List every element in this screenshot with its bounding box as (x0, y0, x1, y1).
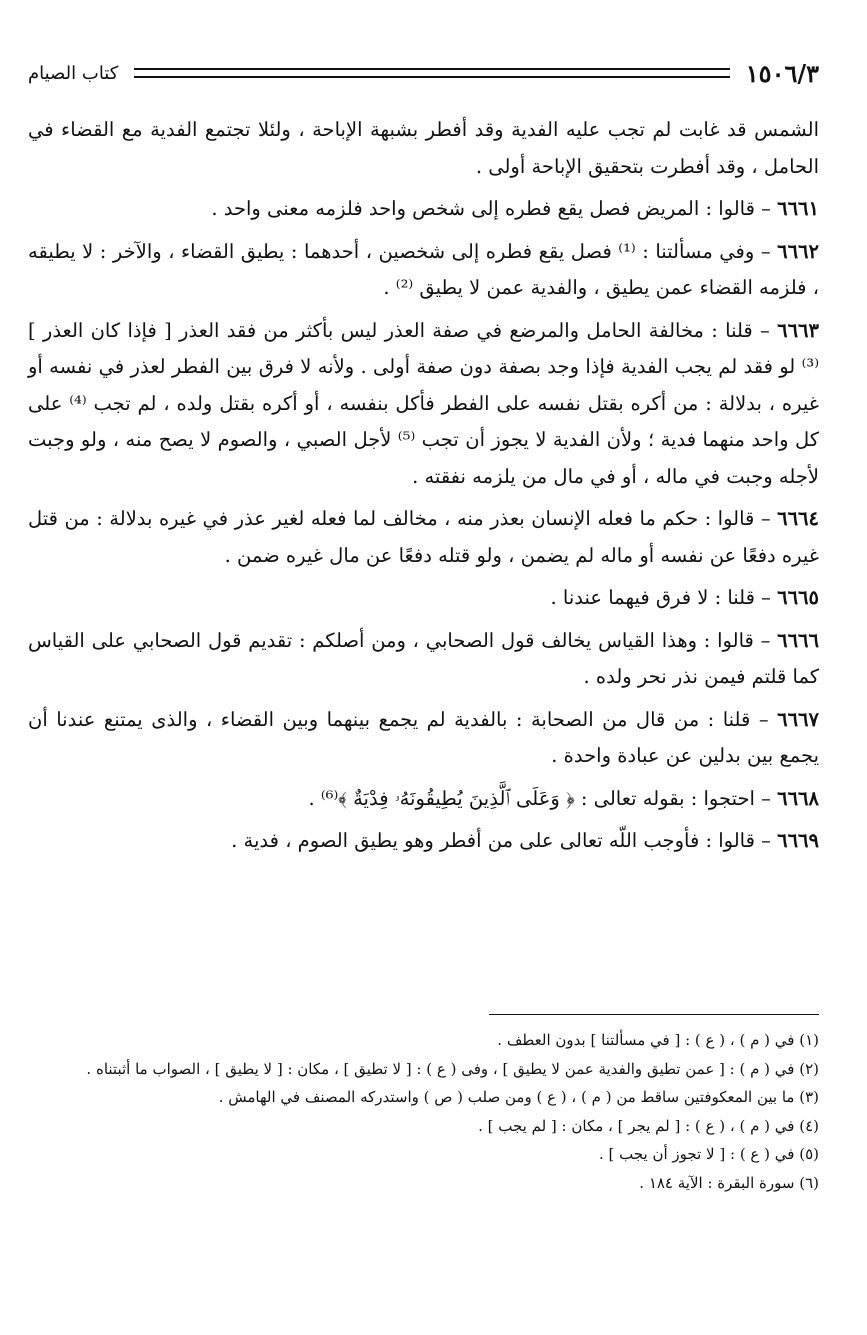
footnote: (٢) في ( م ) : [ عمن تطيق والفدية عمن لا يطيق ] ، وفى ( ع ) : [ لا تطيق ] ، مكان : [ لا يطيق ] ، الصواب ما أثبتناه . (86, 1059, 819, 1078)
paragraph (28, 623, 819, 696)
book-title: كتاب الصيام (28, 62, 119, 84)
footnote: (٣) ما بين المعكوفتين ساقط من ( م ) ، ( ع ) ومن صلب ( ص ) واستدركه المصنف في الهامش . (218, 1088, 819, 1106)
paragraph (28, 501, 819, 574)
footnote: (١) في ( م ) ، ( ع ) : [ في مسألتنا ] بدون العطف . (497, 1031, 819, 1049)
paragraph-text: – احتجوا : بقوله تعالى : ﴿ وَعَلَى ٱلَّذِينَ يُطِيقُونَهُۥ فِدْيَةٌ ﴾⁽⁶⁾ . (308, 786, 778, 810)
paragraph-number: ٦٦٦٧ (777, 707, 819, 731)
page-number: ١٥٠٦/٣ (745, 58, 819, 88)
footnote: (٤) في ( م ) ، ( ع ) : [ لم يجر ] ، مكان : [ لم يجب ] . (478, 1116, 819, 1135)
paragraph-text: – قالوا : فأوجب اللّه تعالى على من أفطر وهو يطيق الصوم ، فدية . (231, 829, 778, 852)
paragraph (28, 234, 819, 307)
paragraph-text: – قلنا : لا فرق فيهما عندنا . (550, 586, 778, 609)
paragraph-text: – وفي مسألتنا : ⁽¹⁾ فصل يقع فطره إلى شخصين ، أحدهما : يطيق القضاء ، والآخر : لا يطيقه ، فلزمه القضاء عمن يطيق ، والفدية عمن لا يطيق ⁽²⁾ . (28, 239, 819, 299)
main-text (28, 112, 819, 866)
paragraph (28, 823, 819, 860)
paragraph-number: ٦٦٦١ (777, 197, 819, 220)
paragraph-number: ٦٦٦٥ (777, 586, 819, 609)
paragraph (28, 702, 819, 775)
paragraph-text: الشمس قد غابت لم تجب عليه الفدية وقد أفطر بشبهة الإباحة ، ولئلا تجتمع الفدية مع القضاء في الحامل ، وقد أفطرت بتحقيق الإباحة أولى . (28, 118, 819, 178)
paragraph-text: – قالوا : حكم ما فعله الإنسان بعذر منه ، مخالف لما فعله لغير عذر في غيره بدلالة : من قتل غيره دفعًا عن نفسه أو ماله لم يضمن ، ولو قتله دفعًا عن مال غيره ضمن . (28, 507, 819, 567)
paragraph-number: ٦٦٦٢ (777, 239, 819, 263)
footnotes (28, 1026, 819, 1197)
footnote: (٦) سورة البقرة : الآية ١٨٤ . (639, 1173, 819, 1192)
page-header (28, 55, 819, 91)
paragraph-text: – قلنا : مخالفة الحامل والمرضع في صفة العذر ليس بأكثر من فقد العذر [ فإذا كان العذر ] ⁽³⁾ لو فقد لم يجب الفدية فإذا وجد بصفة دون صفة أولى . ولأنه لا فرق بين الفطر لعذر في نفسه أو غيره ، بدلالة : من أكره بقتل نفسه على الفطر فأكل بنفسه ، أو أكره بقتل ولده ، لم تجب ⁽⁴⁾ على كل واحد منهما فدية ؛ ولأن الفدية لا يجوز أن تجب ⁽⁵⁾ لأجل الصبي ، والصوم لا يصح منه ، ولو وجبت لأجله وجبت في ماله ، أو في مال من يلزمه نفقته . (28, 318, 820, 488)
paragraph-number: ٦٦٦٤ (777, 507, 819, 530)
paragraph (28, 112, 819, 185)
paragraph-number: ٦٦٦٩ (777, 829, 819, 852)
paragraph-text: – قلنا : من قال من الصحابة : بالفدية لم يجمع بينهما وبين القضاء ، والذى يمتنع عندنا أن يجمع بين بدلين عن عبادة واحدة . (28, 707, 819, 767)
paragraph-text: – قالوا : المريض فصل يقع فطره إلى شخص واحد فلزمه معنى واحد . (211, 197, 778, 220)
paragraph (28, 580, 819, 617)
paragraph (28, 313, 819, 496)
header-rule (134, 68, 729, 78)
paragraph-number: ٦٦٦٨ (777, 786, 819, 810)
paragraph (28, 781, 819, 818)
footnote: (٥) في ( ع ) : [ لا تجوز أن يجب ] . (598, 1145, 819, 1163)
paragraph-number: ٦٦٦٦ (777, 628, 819, 652)
paragraph-text: – قالوا : وهذا القياس يخالف قول الصحابي ، ومن أصلكم : تقديم قول الصحابي على القياس كما قلتم فيمن نذر نحر ولده . (28, 628, 819, 688)
footnote-divider (489, 1014, 819, 1015)
paragraph (28, 191, 819, 228)
paragraph-number: ٦٦٦٣ (777, 318, 819, 342)
